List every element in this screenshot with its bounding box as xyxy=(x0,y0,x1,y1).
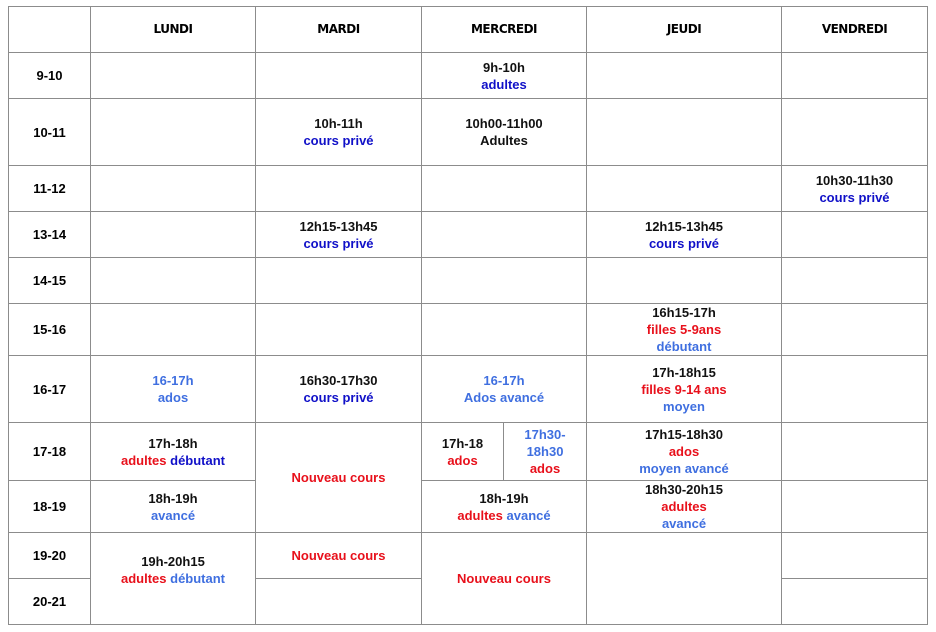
class-time: 16-17h xyxy=(152,373,194,388)
class-time: 18h-19h xyxy=(148,490,198,506)
class-cell-mar-17 xyxy=(256,423,422,533)
empty-cell xyxy=(91,212,256,258)
class-time: 18h30-20h15 xyxy=(644,482,724,497)
header-row xyxy=(9,7,928,53)
class-level: débutant xyxy=(656,339,712,354)
day-header-mercredi: MERCREDI xyxy=(422,7,587,53)
hour-cell: 13-14 xyxy=(9,212,91,258)
table-row xyxy=(9,99,928,166)
table-row xyxy=(9,304,928,356)
empty-cell xyxy=(91,166,256,212)
class-time: 17h-18h15 xyxy=(652,364,716,380)
new-course-label: Nouveau cours xyxy=(291,548,386,563)
empty-cell xyxy=(587,533,782,625)
class-desc: ados xyxy=(447,452,478,468)
class-desc: filles 5-9ans xyxy=(646,322,722,337)
class-cell-mer-10 xyxy=(422,99,587,166)
class-time: 18h-19h xyxy=(479,490,529,506)
empty-cell xyxy=(91,99,256,166)
empty-cell xyxy=(256,166,422,212)
class-cell-mer-19 xyxy=(422,533,587,625)
class-cell-ven-11 xyxy=(782,166,928,212)
hour-cell: 14-15 xyxy=(9,258,91,304)
class-cell-mer-9 xyxy=(422,53,587,99)
hour-cell: 19-20 xyxy=(9,533,91,579)
empty-cell xyxy=(422,212,587,258)
empty-cell xyxy=(782,304,928,356)
class-time: 16-17h xyxy=(483,373,525,388)
empty-cell xyxy=(587,258,782,304)
class-time: 17h30- xyxy=(524,427,566,442)
class-desc: filles 9-14 ans xyxy=(641,381,727,397)
class-time: 12h15-13h45 xyxy=(644,218,724,234)
class-desc: adultes xyxy=(481,76,527,92)
empty-cell xyxy=(91,304,256,356)
class-time: 10h00-11h00 xyxy=(465,116,543,131)
class-cell-mar-16 xyxy=(256,356,422,423)
empty-cell xyxy=(422,258,587,304)
empty-cell xyxy=(782,356,928,423)
table-row xyxy=(9,533,928,579)
corner-cell xyxy=(9,7,91,53)
class-cell-mar-10 xyxy=(256,99,422,166)
class-desc: ados xyxy=(157,390,189,405)
schedule-table xyxy=(8,6,928,625)
table-row xyxy=(9,258,928,304)
empty-cell xyxy=(782,423,928,481)
empty-cell xyxy=(256,53,422,99)
class-cell-jeu-13 xyxy=(587,212,782,258)
hour-cell: 16-17 xyxy=(9,356,91,423)
class-level: moyen avancé xyxy=(639,461,729,476)
class-cell-mer-17a xyxy=(422,423,504,481)
empty-cell xyxy=(91,258,256,304)
class-time: 19h-20h15 xyxy=(141,554,205,569)
table-row xyxy=(9,212,928,258)
class-cell-lun-18 xyxy=(91,481,256,533)
empty-cell xyxy=(256,579,422,625)
hour-cell: 15-16 xyxy=(9,304,91,356)
class-cell-mar-19 xyxy=(256,533,422,579)
class-time: 17h-18h xyxy=(148,435,198,451)
empty-cell xyxy=(256,304,422,356)
empty-cell xyxy=(422,304,587,356)
class-level: avancé xyxy=(150,507,196,523)
class-time: 17h15-18h30 xyxy=(644,427,724,442)
class-cell-mer-17b xyxy=(504,423,587,481)
class-time: 10h30-11h30 xyxy=(815,172,894,188)
class-level: moyen xyxy=(663,398,705,414)
class-desc: cours privé xyxy=(303,133,374,148)
empty-cell xyxy=(91,53,256,99)
class-level: avancé xyxy=(661,516,707,531)
hour-cell: 11-12 xyxy=(9,166,91,212)
new-course-label: Nouveau cours xyxy=(457,571,551,586)
class-cell-lun-17 xyxy=(91,423,256,481)
class-time: 17h-18 xyxy=(441,435,484,451)
class-cell-mer-18 xyxy=(422,481,587,533)
class-time: 16h30-17h30 xyxy=(299,373,378,388)
hour-cell: 20-21 xyxy=(9,579,91,625)
day-header-lundi: LUNDI xyxy=(91,7,256,53)
class-desc: cours privé xyxy=(648,235,720,251)
class-cell-jeu-16 xyxy=(587,356,782,423)
empty-cell xyxy=(782,481,928,533)
empty-cell xyxy=(782,212,928,258)
class-desc: Adultes xyxy=(480,133,528,148)
empty-cell xyxy=(587,166,782,212)
class-desc: adultes xyxy=(120,571,167,586)
day-header-jeudi: JEUDI xyxy=(587,7,782,53)
empty-cell xyxy=(782,99,928,166)
empty-cell xyxy=(587,99,782,166)
class-desc: Ados avancé xyxy=(463,390,545,405)
class-level: débutant xyxy=(170,452,226,468)
class-cell-lun-19 xyxy=(91,533,256,625)
class-time-end: 18h30 xyxy=(526,444,564,459)
day-header-vendredi: VENDREDI xyxy=(782,7,928,53)
empty-cell xyxy=(782,579,928,625)
hour-cell: 9-10 xyxy=(9,53,91,99)
class-desc: adultes xyxy=(120,452,167,468)
class-desc: cours privé xyxy=(819,189,890,205)
class-cell-mar-13 xyxy=(256,212,422,258)
table-row xyxy=(9,166,928,212)
empty-cell xyxy=(782,533,928,579)
class-cell-jeu-17 xyxy=(587,423,782,481)
empty-cell xyxy=(256,258,422,304)
table-row xyxy=(9,481,928,533)
class-cell-jeu-15 xyxy=(587,304,782,356)
class-desc: ados xyxy=(668,444,700,459)
hour-cell: 17-18 xyxy=(9,423,91,481)
class-desc: adultes xyxy=(457,507,503,523)
empty-cell xyxy=(782,258,928,304)
class-cell-mer-16 xyxy=(422,356,587,423)
table-row xyxy=(9,423,928,481)
class-level: avancé xyxy=(506,507,551,523)
class-time: 16h15-17h xyxy=(652,305,716,320)
hour-cell: 10-11 xyxy=(9,99,91,166)
class-level: débutant xyxy=(170,571,226,586)
day-header-mardi: MARDI xyxy=(256,7,422,53)
class-desc: cours privé xyxy=(303,235,374,251)
new-course-label: Nouveau cours xyxy=(291,470,386,485)
class-time: 9h-10h xyxy=(483,59,525,75)
table-row xyxy=(9,356,928,423)
empty-cell xyxy=(587,53,782,99)
class-desc: adultes xyxy=(661,499,707,514)
table-row xyxy=(9,53,928,99)
class-desc: ados xyxy=(529,461,561,476)
hour-cell: 18-19 xyxy=(9,481,91,533)
class-time: 10h-11h xyxy=(314,116,363,131)
class-time: 12h15-13h45 xyxy=(299,218,378,234)
class-cell-lun-16 xyxy=(91,356,256,423)
class-cell-jeu-18 xyxy=(587,481,782,533)
class-desc: cours privé xyxy=(303,390,374,405)
empty-cell xyxy=(422,166,587,212)
empty-cell xyxy=(782,53,928,99)
